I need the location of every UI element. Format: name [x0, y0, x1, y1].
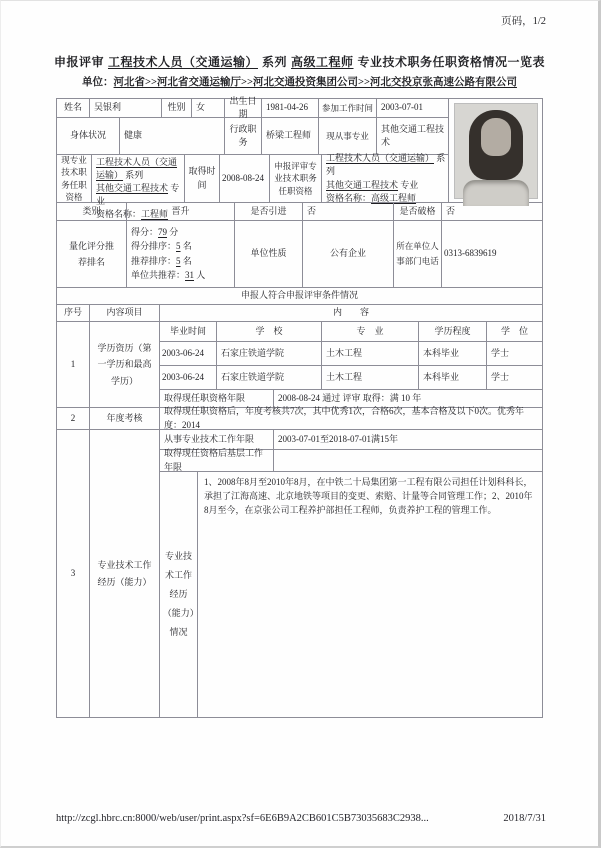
import-value: 否 — [303, 203, 394, 221]
title-level: 高级工程师 — [291, 55, 354, 69]
obtain-label: 取得时间 — [185, 155, 220, 203]
assessment-content: 取得现任职资格后，年度考核共7次，其中优秀1次，合格6次，基本合格及以下0次。优秀年度：2014 — [160, 408, 543, 430]
name-value: 吴银利 — [90, 99, 162, 118]
admin-label: 行政职务 — [225, 118, 262, 155]
experience-detail-label: 专业技术工作经历（能力）情况 — [160, 472, 198, 718]
edu-school: 石家庄铁道学院 — [217, 342, 322, 366]
apply-qual-label: 申报评审专业技术职务任职资格 — [270, 155, 322, 203]
title-prefix: 申报评审 — [53, 55, 104, 69]
row-conditions-header — [57, 288, 543, 305]
unit-type-label: 单位性质 — [235, 221, 303, 288]
phone-label: 所在单位人事部门电话 — [394, 221, 442, 288]
section-education — [57, 322, 543, 408]
row-category — [57, 203, 543, 221]
unit-value: 河北省>>河北省交通运输厅>>河北交通投资集团公司>>河北交投京张高速公路有限公司 — [113, 77, 517, 88]
col-item: 内容项目 — [90, 305, 160, 322]
name-label: 姓名 — [57, 99, 90, 118]
education-row — [160, 342, 543, 366]
score-points: 79 — [158, 227, 168, 238]
score-points-unit: 分 — [169, 227, 179, 238]
category-value: 晋升 — [127, 203, 235, 221]
birth-label: 出生日期 — [225, 99, 262, 118]
gender-label: 性别 — [162, 99, 192, 118]
edu-col-major: 专 业 — [322, 322, 419, 342]
row-conditions-cols — [57, 305, 543, 322]
assessment-no: 2 — [57, 408, 90, 430]
footer-date: 2018/7/31 — [503, 813, 546, 824]
current-major: 其他交通工程技术 — [96, 183, 169, 194]
current-qual-name: 工程师 — [141, 209, 169, 220]
edu-title: 学士 — [487, 342, 543, 366]
current-qual-label: 现专业技术职务任职资格 — [57, 155, 92, 203]
edu-school: 石家庄铁道学院 — [217, 366, 322, 390]
photo-face — [481, 118, 511, 156]
category-label: 类别 — [57, 203, 127, 221]
title-series: 工程技术人员（交通运输） — [107, 55, 258, 69]
major-value: 其他交通工程技术 — [377, 118, 449, 155]
col-no: 序号 — [57, 305, 90, 322]
qualification-form-table — [56, 95, 543, 718]
total-rec-label: 单位共推荐： — [131, 269, 186, 280]
section-experience — [57, 430, 543, 718]
obtain-date: 2008-08-24 — [220, 155, 270, 203]
apply-major: 其他交通工程技术 — [326, 179, 399, 190]
title-mid: 系列 — [261, 55, 287, 69]
education-header-row — [160, 322, 543, 342]
edu-major: 土木工程 — [322, 366, 419, 390]
score-rank-label: 得分排序： — [131, 241, 177, 252]
apply-name-label: 资格名称： — [326, 192, 372, 203]
print-footer — [56, 813, 546, 824]
form-title — [1, 53, 598, 70]
col-content: 内 容 — [160, 305, 543, 322]
base-years-row — [160, 450, 543, 472]
row-basic-1 — [57, 95, 449, 119]
experience-detail-text: 1、2008年8月至2010年8月，在中铁二十局集团第一工程有限公司担任计划科科长，承担了江海高速、北京地铁等项目的变更、索赔、计量等合同管理工作；2、2010年8月至今，在京张公司工程养护部担任工程师，负责养护工程的管理工作。 — [198, 472, 543, 718]
admin-value: 桥梁工程师 — [262, 118, 319, 155]
unit-line — [1, 74, 598, 89]
workstart-label: 参加工作时间 — [319, 99, 377, 118]
qual-years-label: 取得现任职资格年限 — [160, 390, 274, 408]
workstart-value: 2003-07-01 — [377, 99, 449, 118]
row-score — [57, 221, 543, 288]
unit-type-value: 公有企业 — [303, 221, 394, 288]
photo-shoulders — [463, 180, 529, 206]
score-values — [127, 221, 235, 288]
score-rank-unit: 名 — [182, 241, 192, 252]
phone-value: 0313-6839619 — [442, 221, 543, 288]
title-suffix: 专业技术职务任职资格情况一览表 — [357, 55, 546, 69]
apply-qual-name: 高级工程师 — [371, 192, 417, 203]
apply-series-suffix: 系列 — [326, 153, 446, 177]
conditions-header: 申报人符合申报评审条件情况 — [57, 288, 543, 305]
qual-years-value: 2008-08-24 通过 评审 取得：满 10 年 — [274, 390, 543, 408]
birth-value: 1981-04-26 — [262, 99, 319, 118]
work-years-label: 从事专业技术工作年限 — [160, 430, 274, 450]
rec-rank-label: 推荐排序： — [131, 255, 177, 266]
unit-label: 单位： — [82, 77, 114, 88]
edu-col-degree: 学历程度 — [419, 322, 487, 342]
experience-item: 专业技术工作经历（能力） — [90, 430, 160, 718]
score-rank: 5 — [176, 241, 181, 252]
exception-value: 否 — [442, 203, 543, 221]
photo-cell — [449, 99, 543, 203]
import-label: 是否引进 — [235, 203, 303, 221]
health-label: 身体状况 — [57, 118, 120, 155]
assessment-item: 年度考核 — [90, 408, 160, 430]
education-row — [160, 366, 543, 390]
base-years-value — [274, 450, 543, 472]
exception-label: 是否破格 — [394, 203, 442, 221]
major-label: 现从事专业 — [319, 118, 377, 155]
major-suffix: 专业 — [96, 183, 180, 207]
rec-rank-unit: 名 — [182, 255, 192, 266]
footer-url: http://zcgl.hbrc.cn:8000/web/user/print.aspx?sf=6E6B9A2CB601C5B73035683C2938... — [56, 813, 429, 824]
section-assessment — [57, 408, 543, 430]
total-rec-unit: 人 — [196, 269, 206, 280]
apply-series: 工程技术人员（交通运输） — [326, 153, 435, 164]
experience-detail-row — [160, 472, 543, 718]
education-item: 学历资历（第一学历和最高学历） — [90, 322, 160, 408]
rec-rank: 5 — [176, 255, 181, 266]
work-years-value: 2003-07-01至2018-07-01满15年 — [274, 430, 543, 450]
edu-major: 土木工程 — [322, 342, 419, 366]
experience-no: 3 — [57, 430, 90, 718]
health-value: 健康 — [120, 118, 225, 155]
edu-col-title: 学 位 — [487, 322, 543, 342]
apply-qual-value — [322, 155, 449, 203]
score-label: 量化评分推荐排名 — [57, 221, 127, 288]
gender-value: 女 — [192, 99, 225, 118]
edu-date: 2003-06-24 — [160, 366, 217, 390]
row-basic-2 — [57, 118, 449, 155]
education-no: 1 — [57, 322, 90, 408]
edu-title: 学士 — [487, 366, 543, 390]
total-rec: 31 — [185, 269, 195, 280]
edu-col-school: 学 校 — [217, 322, 322, 342]
series-suffix: 系列 — [125, 170, 144, 181]
applicant-photo — [455, 104, 537, 198]
edu-degree: 本科毕业 — [419, 342, 487, 366]
qual-name-label: 资格名称： — [96, 209, 142, 220]
score-points-label: 得分： — [131, 227, 159, 238]
edu-degree: 本科毕业 — [419, 366, 487, 390]
current-series: 工程技术人员（交通运输） — [96, 157, 178, 181]
apply-major-suffix: 专业 — [400, 179, 419, 190]
page-number: 页码，1/2 — [501, 16, 546, 27]
edu-col-date: 毕业时间 — [160, 322, 217, 342]
base-years-label: 取得现任资格后基层工作年限 — [160, 450, 274, 472]
edu-date: 2003-06-24 — [160, 342, 217, 366]
